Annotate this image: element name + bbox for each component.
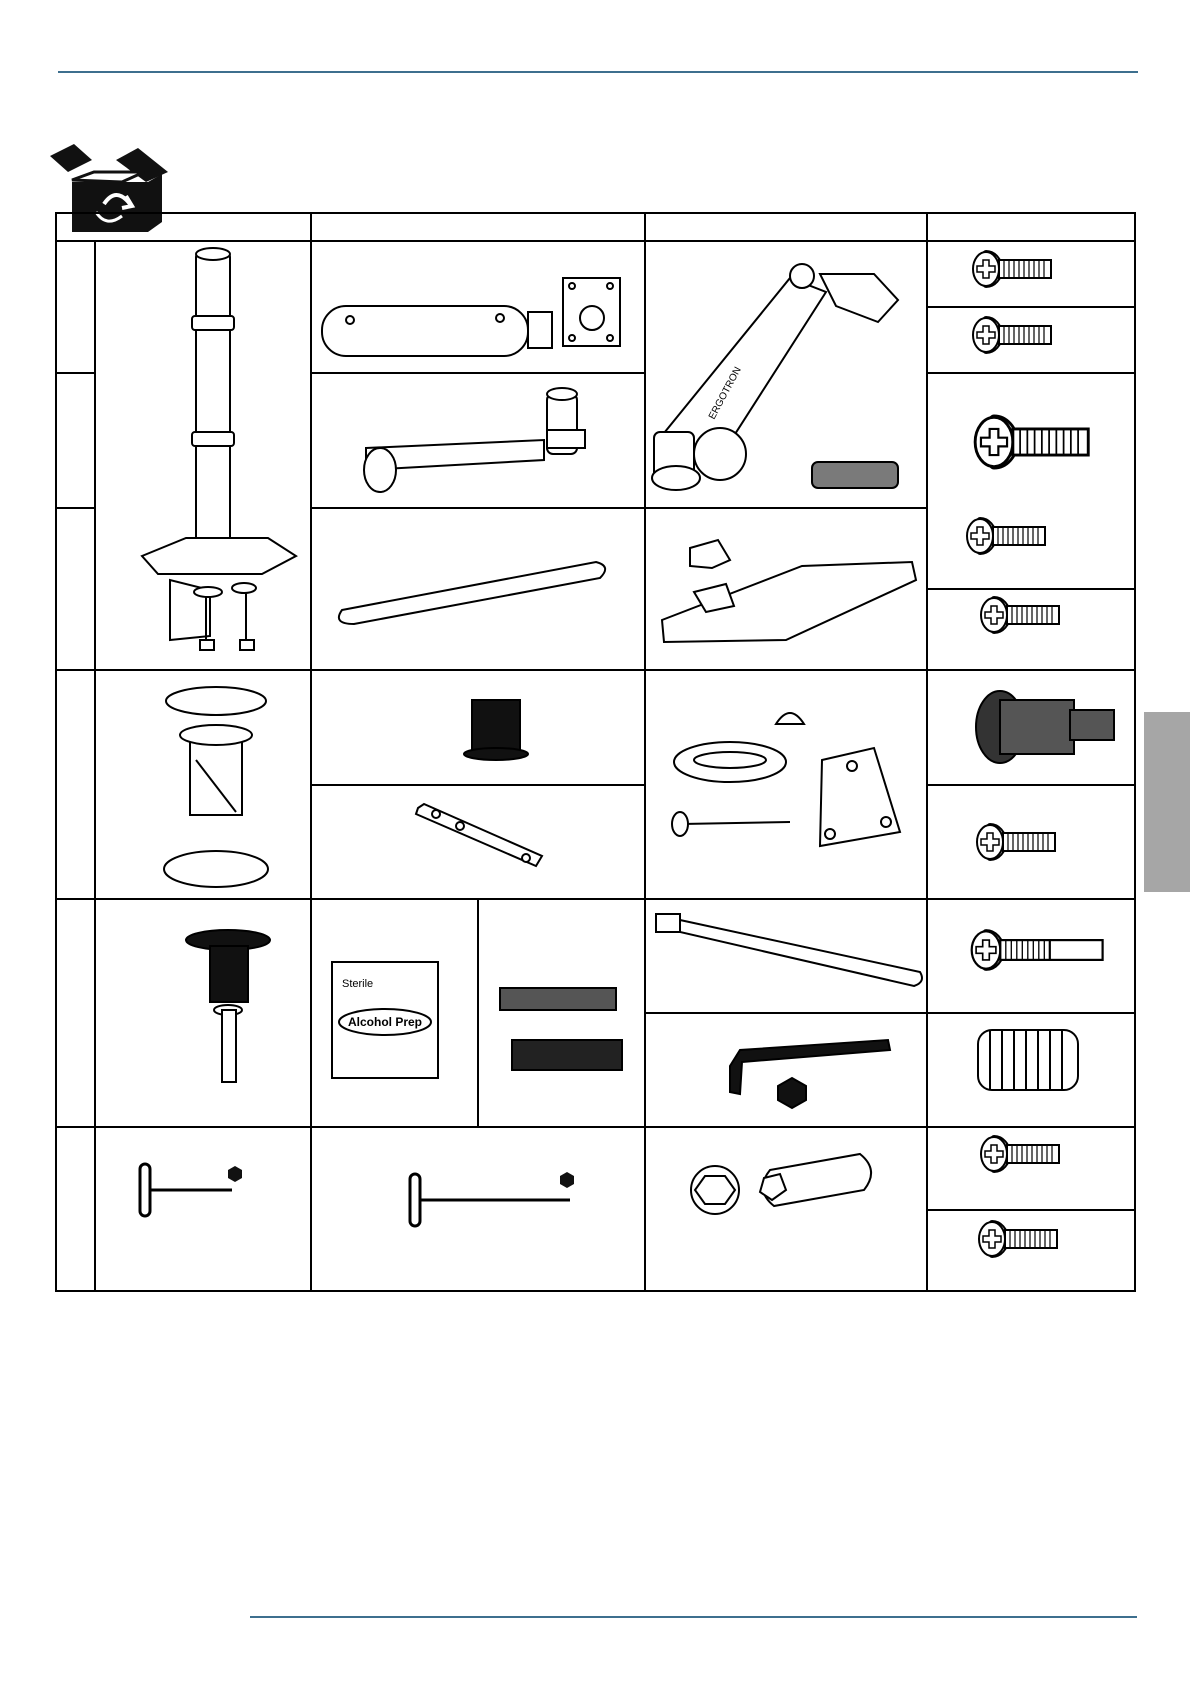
bracket-icon [416, 804, 542, 866]
t-wrench-icon [410, 1172, 574, 1226]
thumbscrew-icon [976, 691, 1114, 763]
main-arm-icon [652, 264, 898, 490]
screw-icon [979, 1221, 1057, 1257]
pole-clamp-icon [142, 248, 296, 650]
screw-icon [973, 317, 1051, 353]
pads-icon [500, 988, 622, 1070]
screw-icon [972, 930, 1103, 970]
cable-tie-icon [656, 914, 922, 986]
alcohol-prep-icon [332, 962, 438, 1078]
vesa-kit-icon [672, 713, 900, 846]
extension-arm-icon [364, 388, 585, 492]
screw-icon [981, 597, 1059, 633]
insert-icon [978, 1030, 1078, 1090]
screw-icon [975, 416, 1088, 468]
grommet-kit-icon [164, 687, 268, 887]
alcohol-prep-label: Alcohol Prep [347, 1015, 423, 1029]
t-wrench-icon [140, 1164, 242, 1216]
plate-icon [339, 562, 605, 624]
knob-rod-icon [186, 930, 270, 1082]
arm-brand: ERGOTRON [706, 365, 744, 422]
hex-key-icon [730, 1040, 890, 1108]
screw-icon [967, 518, 1045, 554]
sleeve-icon [464, 700, 528, 760]
alcohol-prep-top: Sterile [342, 978, 374, 990]
socket-icon [691, 1154, 871, 1214]
arm-extension-icon [322, 278, 620, 356]
tray-icon [662, 540, 916, 642]
screw-icon [981, 1136, 1059, 1172]
screw-icon [977, 824, 1055, 860]
screw-icon [973, 251, 1051, 287]
